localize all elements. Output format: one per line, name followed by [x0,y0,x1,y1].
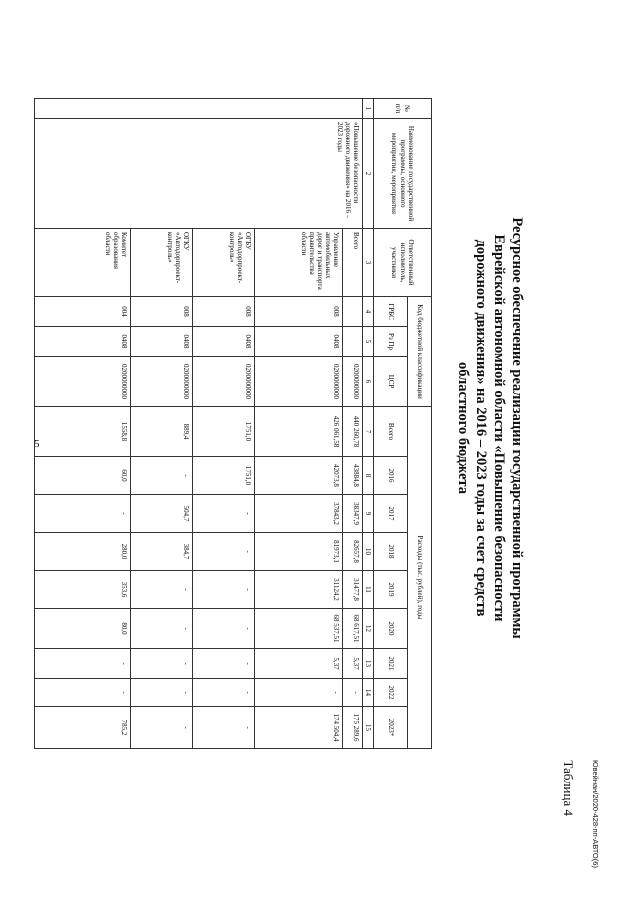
total-cell: 1751,0 [192,407,254,457]
value-cell: - [192,679,254,707]
header-year: 2017 [374,495,408,533]
value-cell: - [130,649,192,679]
column-number: 7 [362,407,373,457]
column-number: 3 [362,229,373,297]
header-budget-code: Код бюджетной классификации [408,297,432,407]
value-cell: 68 537,51 [254,609,342,649]
total-cell: 426 061,58 [254,407,342,457]
value-cell: 37843,2 [254,495,342,533]
value-cell: 31124,2 [254,571,342,609]
value-cell: 38347,9 [342,495,362,533]
value-cell: 1751,0 [192,457,254,495]
header-responsible: Ответственный исполнитель, участники [374,229,432,297]
grbs-cell: 004 [34,297,130,327]
value-cell: 384,7 [130,533,192,571]
header-total: Всего [374,407,408,457]
csr-cell: 0200000000 [34,357,130,407]
responsible-cell: Управление автомобильных дорог и транспорта правительства области [254,229,342,297]
value-cell: - [34,679,130,707]
value-cell: - [130,571,192,609]
header-number: № п/п [374,99,432,119]
value-cell: - [34,649,130,679]
total-cell: 889,4 [130,407,192,457]
value-cell: - [192,707,254,749]
table-row [342,99,362,749]
grbs-cell: 008 [130,297,192,327]
value-cell: 81973,1 [254,533,342,571]
value-cell: 280,0 [34,533,130,571]
column-number: 11 [362,571,373,609]
column-number: 9 [362,495,373,533]
rotated-page-content [103,58,596,828]
csr-cell: 0200000000 [192,357,254,407]
header-year: 2021 [374,649,408,679]
document-title: Ресурсное обеспечение реализации государственной программы Еврейской автономной области «Повышение безопасности дорожного движения» на 2016 – 2023 годы за счет средств областного бюджета [454,217,525,639]
page-number: 5 [34,438,40,450]
column-number: 2 [362,119,373,229]
header-year: 2023* [374,707,408,749]
value-cell: - [192,649,254,679]
value-cell: - [130,679,192,707]
responsible-cell: Всего [342,229,362,297]
column-number: 6 [362,357,373,407]
value-cell: - [192,533,254,571]
grbs-cell: 008 [254,297,342,327]
rzpr-cell: 0408 [254,327,342,357]
value-cell: 504,7 [130,495,192,533]
value-cell: - [192,609,254,649]
value-cell: 175 289,6 [342,707,362,749]
header-year: 2016 [374,457,408,495]
header-year: 2019 [374,571,408,609]
responsible-cell: ОГКУ «Автодорпроект-контроль» [130,229,192,297]
responsible-cell: Комитет образования области [34,229,130,297]
value-cell: 43884,8 [342,457,362,495]
resource-table-container [34,98,432,749]
resource-table [34,98,432,749]
responsible-cell: ОГБУ «Автодорпроект-контроль» [192,229,254,297]
value-cell: 68 617,51 [342,609,362,649]
value-cell: 60,0 [34,457,130,495]
csr-cell: 0200000000 [254,357,342,407]
grbs-cell [342,297,362,327]
column-number: 14 [362,679,373,707]
csr-cell: 0200000000 [342,357,362,407]
total-cell: 440 260,78 [342,407,362,457]
rzpr-cell [342,327,362,357]
header-csr: ЦСР [374,357,408,407]
column-number: 12 [362,609,373,649]
table-label: Таблица 4 [561,760,576,816]
rzpr-cell: 0408 [192,327,254,357]
value-cell: - [34,495,130,533]
column-number: 13 [362,649,373,679]
program-name-cell: «Повышение безопасности дорожного движения» на 2016 – 2023 годы [34,119,362,229]
header-year: 2018 [374,533,408,571]
column-number: 1 [362,99,373,119]
value-cell: 31477,8 [342,571,362,609]
value-cell: 785,2 [34,707,130,749]
header-program-name: Наименование государственной программы, основного мероприятия, мероприятия [374,119,432,229]
value-cell: 82657,8 [342,533,362,571]
header-year: 2022 [374,679,408,707]
grbs-cell: 008 [192,297,254,327]
value-cell: 42073,8 [254,457,342,495]
value-cell: 5,37 [254,649,342,679]
value-cell: - [130,707,192,749]
header-expenses: Расходы (тыс. рублей), годы [408,407,432,749]
rzpr-cell: 0408 [130,327,192,357]
column-number: 5 [362,327,373,357]
total-cell: 1558,8 [34,407,130,457]
value-cell: 5,37 [342,649,362,679]
document-code: Ювейнан/2020-428-пп-АВТО(6) [591,760,600,868]
column-number: 8 [362,457,373,495]
row-number-cell [34,99,362,119]
value-cell: - [254,679,342,707]
value-cell: - [342,679,362,707]
value-cell: - [130,457,192,495]
value-cell: 353,6 [34,571,130,609]
value-cell: - [192,495,254,533]
column-number: 15 [362,707,373,749]
value-cell: 80,0 [34,609,130,649]
header-grbs: ГРБС [374,297,408,327]
csr-cell: 0200000000 [130,357,192,407]
value-cell: - [192,571,254,609]
column-number: 10 [362,533,373,571]
value-cell: 174 504,4 [254,707,342,749]
value-cell: - [130,609,192,649]
rzpr-cell: 0408 [34,327,130,357]
column-number: 4 [362,297,373,327]
header-rzpr: Рз Пр [374,327,408,357]
header-year: 2020 [374,609,408,649]
